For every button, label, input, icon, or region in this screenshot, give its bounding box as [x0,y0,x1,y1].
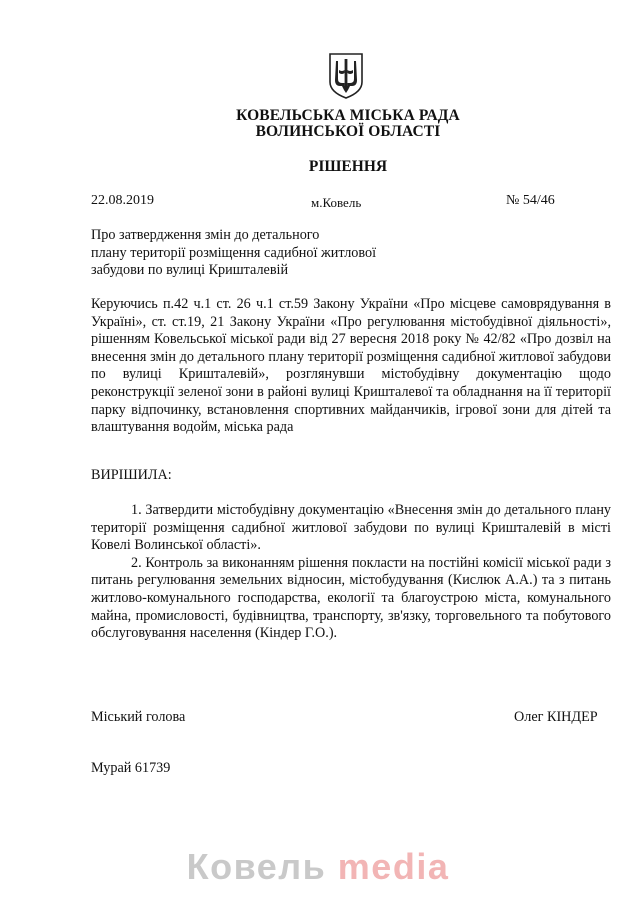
signature-title: Міський голова [91,709,186,725]
preamble-line: самоврядування в Україні», ст. ст.19, 21 Закону України «Про регулювання [91,296,611,330]
document-type: РІШЕННЯ [308,158,388,175]
item-line: 2. Контроль за виконанням рішення покласти на постійні комісії [131,554,527,571]
item-line: (Кіндер Г.О.). [255,625,338,642]
item-line: 1. Затвердити містобудівну документацію «Внесення змін до детального [131,502,576,518]
executor-note: Мурай 61739 [91,760,171,776]
council-region: ВОЛИНСЬКОЇ ОБЛАСТІ [255,123,441,140]
item-line: Кришталевій в місті Ковелі Волинської області». [91,519,611,554]
preamble-line: водойм, міська рада [173,419,294,436]
resolution-item-1 [91,502,611,555]
preamble-line: районі вулиці Кришталевої та обладнання на її території парку відпочинку, [91,383,611,418]
watermark-part-2: media [337,846,450,887]
preamble-line: встановлення спортивних майданчиків, ігрової зони для дітей та влаштування [91,401,611,436]
council-name: КОВЕЛЬСЬКА МІСЬКА РАДА [236,107,460,124]
item-line: міської ради з питань регулювання земельних відносин, містобудування [91,554,611,589]
subject-line: плану території розміщення садибної житлової [91,244,377,261]
preamble-paragraph [91,296,611,437]
resolved-heading: ВИРІШИЛА: [91,467,172,483]
decision-city: м.Ковель [311,195,362,210]
resolution-item-2 [91,555,611,643]
item-line: благоустрою міста, комунального майна, промисловості, будівництва, [91,589,611,624]
subject-line: забудови по вулиці Кришталевій [91,262,289,278]
subject-line: Про затвердження змін до детального [91,227,320,243]
item-line: (Кислюк А.А.) та з питань житлово-комунального господарства, екології та [91,572,611,606]
decision-number: № 54/46 [506,193,555,208]
watermark-logo [0,846,636,888]
decision-subject [91,227,391,280]
preamble-line: розглянувши містобудівну документацію щодо реконструкції зеленої зони в [91,366,611,400]
signature-name: Олег КІНДЕР [514,709,598,725]
item-line: транспорту, зв'язку, торговельного та побутового обслуговування населення [91,607,611,642]
item-line: плану території розміщення садибної житлової забудови по вулиці [91,502,611,536]
resolution-items [91,502,611,643]
preamble-line: території розміщення садибної житлової забудови по вулиці Кришталевій», [91,348,611,383]
preamble-line: містобудівної діяльності», рішенням Ковельської міської ради від 27 вересня [91,313,611,348]
preamble-line: Керуючись п.42 ч.1 ст. 26 ч.1 ст.59 Закону України «Про місцеве [91,296,502,312]
preamble-line: 2018 року № 42/82 «Про дозвіл на внесення змін до детального плану [91,331,611,365]
trident-coat-of-arms-icon [328,52,364,100]
decision-date: 22.08.2019 [91,193,154,208]
watermark-part-1: Ковель [186,846,327,887]
